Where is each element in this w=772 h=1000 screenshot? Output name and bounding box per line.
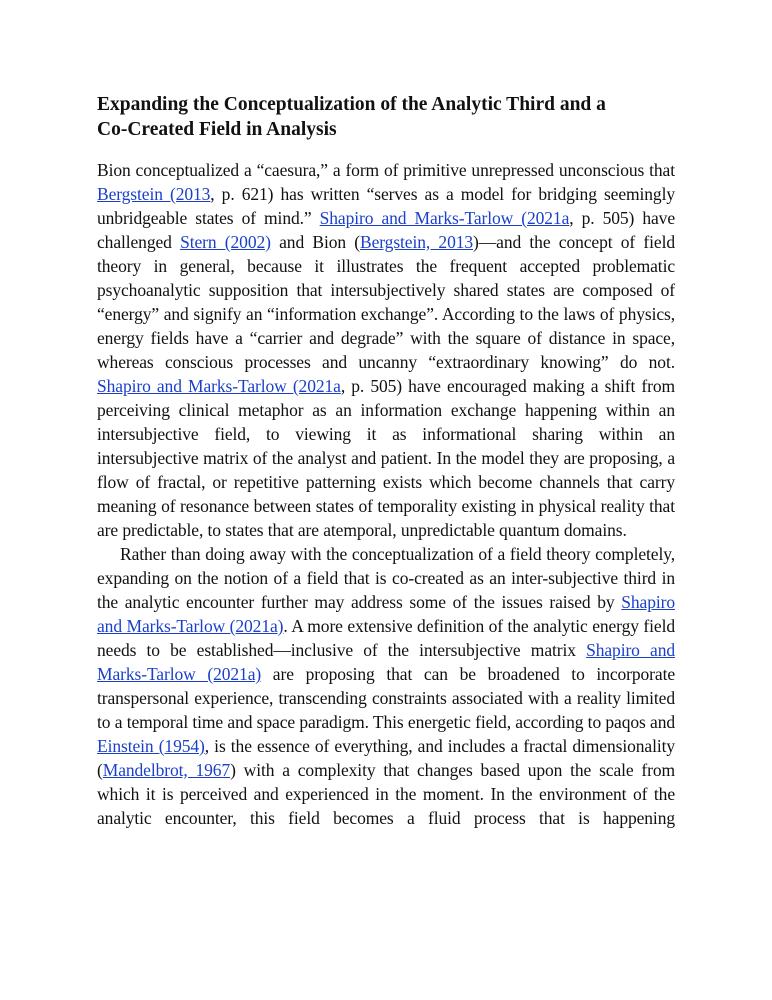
- p1-text-5: )—and the concept of field theory in general, because it illustrates the frequent accepted problematic psychoanalytic supposition that intersubjectively shared states are composed of “energy” and signify an “information exchange”. According to the laws of physics, energy fields have a “carrier and degrade” with the square of distance in space, whereas conscious processes and uncanny “extraordinary knowing” do not.: [97, 232, 675, 372]
- citation-link-bergstein-2013-b[interactable]: Bergstein, 2013: [360, 232, 474, 252]
- p1-text-4: and Bion (: [270, 232, 361, 252]
- heading-line-1: Expanding the Conceptualization of the Analytic Third and a: [97, 94, 606, 115]
- p2-text-3: are proposing that can be broadened to incorporate transpersonal experience, transcending constraints associated with a reality limited to a temporal time and space paradigm. This energetic field, according to paqos and: [97, 664, 676, 732]
- p2-text-4: , is the essence of everything, and includes a fractal dimensionality (: [97, 736, 676, 780]
- paragraph-2: [97, 542, 675, 830]
- citation-link-einstein-1954[interactable]: Einstein (1954): [97, 736, 205, 756]
- document-page: [97, 92, 675, 830]
- p1-text-3: , p. 505) have challenged: [97, 208, 675, 252]
- citation-link-bergstein-2013[interactable]: Bergstein (2013: [97, 184, 211, 204]
- paragraph-1: [97, 158, 675, 542]
- p2-text-1: Rather than doing away with the conceptualization of a field theory completely, expanding on the notion of a field that is co-created as an inter-subjective third in the analytic encounter further may address some of the issues raised by: [97, 544, 675, 612]
- p2-text-5: ) with a complexity that changes based upon the scale from which it is perceived and experienced in the moment. In the environment of the analytic encounter, this field becomes a fluid process that is happening: [97, 760, 676, 828]
- citation-link-shapiro-marks-tarlow-2021a[interactable]: Shapiro and Marks-Tarlow (2021a: [319, 208, 570, 228]
- p1-text-2: , p. 621) has written “serves as a model for bridging seemingly unbridgeable states of mind.”: [97, 184, 675, 228]
- p1-text-1: Bion conceptualized a “caesura,” a form of primitive unrepressed unconscious that: [97, 160, 675, 180]
- citation-link-shapiro-marks-tarlow-2021a-c[interactable]: Shapiro and Marks-Tarlow (2021a): [97, 592, 675, 636]
- p2-text-2: . A more extensive definition of the analytic energy field needs to be established—inclusive of the intersubjective matrix: [97, 616, 675, 660]
- citation-link-stern-2002[interactable]: Stern (2002): [180, 232, 271, 252]
- citation-link-shapiro-marks-tarlow-2021a-b[interactable]: Shapiro and Marks-Tarlow (2021a: [97, 376, 341, 396]
- p1-text-6: , p. 505) have encouraged making a shift from perceiving clinical metaphor as an information exchange happening within an intersubjective field, to viewing it as informational sharing within an intersubjective matrix of the analyst and patient. In the model they are proposing, a flow of fractal, or repetitive patterning exists which become channels that carry meaning of resonance between states of temporality existing in physical reality that are predictable, to states that are atemporal, unpredictable quantum domains.: [97, 376, 675, 540]
- citation-link-shapiro-marks-tarlow-2021a-d[interactable]: Shapiro and Marks-Tarlow (2021a): [97, 640, 676, 684]
- heading-line-2: Co-Created Field in Analysis: [97, 119, 337, 140]
- section-heading: [97, 92, 675, 142]
- citation-link-mandelbrot-1967[interactable]: Mandelbrot, 1967: [102, 760, 231, 780]
